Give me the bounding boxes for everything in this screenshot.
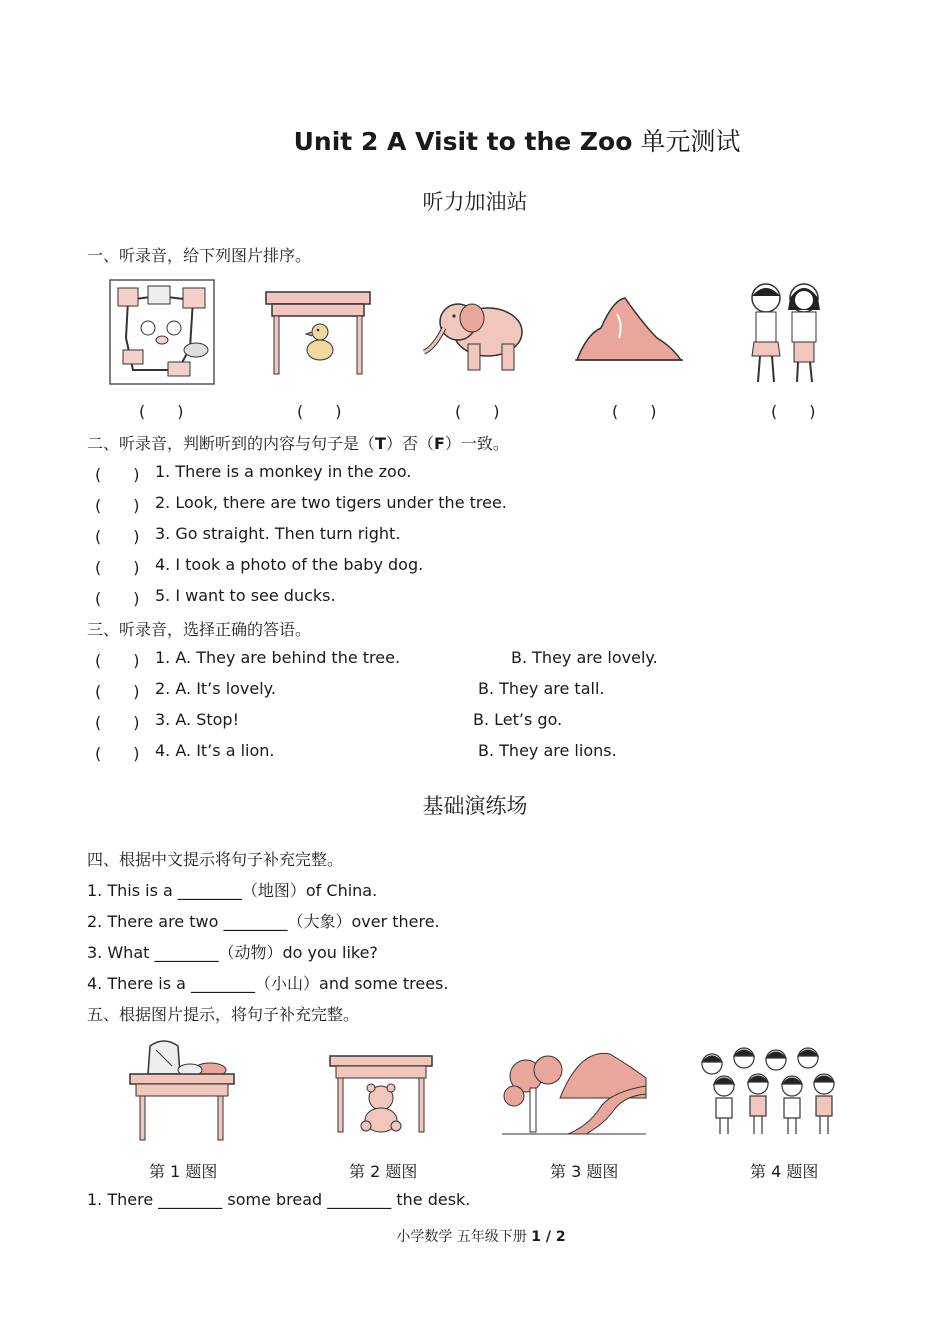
- picture-caption-3: 第 3 题图: [550, 1162, 619, 1181]
- tf-bracket-3[interactable]: ( ): [95, 527, 140, 546]
- title-english: Unit 2 A Visit to the Zoo: [293, 127, 633, 156]
- map-picture: [108, 278, 216, 386]
- choice-option-b-1: B. They are lovely.: [511, 648, 658, 667]
- section-heading-basics: 基础演练场: [422, 794, 528, 818]
- page-footer: [0, 1226, 950, 1246]
- picture-caption-1: 第 1 题图: [149, 1162, 218, 1181]
- choice-option-a-1: 1. A. They are behind the tree.: [155, 648, 401, 667]
- elephant-picture: [420, 292, 530, 374]
- part3-heading: 三、听录音，选择正确的答语。: [87, 620, 312, 639]
- choice-bracket-1[interactable]: ( ): [95, 651, 140, 670]
- page-number: 1: [531, 1229, 542, 1245]
- hill-picture: [573, 294, 685, 366]
- fill-sentence-4[interactable]: 4. There is a ________（小山）and some trees.: [87, 974, 449, 993]
- fill-sentence-1[interactable]: 1. This is a ________（地图）of China.: [87, 881, 378, 900]
- two-children-picture: [742, 280, 828, 386]
- picture-caption-2: 第 2 题图: [349, 1162, 418, 1181]
- order-bracket-1[interactable]: ( ): [139, 402, 184, 421]
- bread-on-desk-picture: [126, 1036, 238, 1142]
- tf-sentence-2: 2. Look, there are two tigers under the tree.: [155, 493, 507, 512]
- part1-heading: 一、听录音，给下列图片排序。: [87, 246, 312, 265]
- order-bracket-4[interactable]: ( ): [612, 402, 657, 421]
- choice-option-b-2: B. They are tall.: [478, 679, 605, 698]
- choice-bracket-3[interactable]: ( ): [95, 713, 140, 732]
- fill-sentence-3[interactable]: 3. What ________（动物）do you like?: [87, 943, 378, 962]
- tf-sentence-4: 4. I took a photo of the baby dog.: [155, 555, 424, 574]
- choice-option-a-3: 3. A. Stop!: [155, 710, 239, 729]
- footer-text: 小学数学 五年级下册: [396, 1229, 532, 1245]
- false-letter: F: [433, 434, 445, 453]
- tf-sentence-3: 3. Go straight. Then turn right.: [155, 524, 401, 543]
- choice-bracket-2[interactable]: ( ): [95, 682, 140, 701]
- picture-fill-sentence-1[interactable]: 1. There ________ some bread ________ the desk.: [87, 1190, 471, 1209]
- tf-sentence-1: 1. There is a monkey in the zoo.: [155, 462, 412, 481]
- page-title: [0, 122, 950, 158]
- part4-heading: 四、根据中文提示将句子补充完整。: [87, 850, 344, 869]
- picture-caption-4: 第 4 题图: [750, 1162, 819, 1181]
- choice-option-b-3: B. Let’s go.: [473, 710, 563, 729]
- order-bracket-2[interactable]: ( ): [297, 402, 342, 421]
- fill-sentence-2[interactable]: 2. There are two ________（大象）over there.: [87, 912, 440, 931]
- order-bracket-3[interactable]: ( ): [455, 402, 500, 421]
- title-chinese: 单元测试: [640, 127, 741, 156]
- tf-bracket-2[interactable]: ( ): [95, 496, 140, 515]
- section-heading-listening: 听力加油站: [422, 190, 528, 214]
- duck-under-desk-picture: [262, 288, 374, 378]
- page-total: 2: [555, 1229, 566, 1245]
- group-of-children-picture: [696, 1044, 840, 1136]
- trees-hill-river-picture: [500, 1048, 648, 1136]
- page-separator: /: [541, 1229, 556, 1245]
- tf-bracket-1[interactable]: ( ): [95, 465, 140, 484]
- choice-option-b-4: B. They are lions.: [478, 741, 617, 760]
- choice-option-a-2: 2. A. It’s lovely.: [155, 679, 276, 698]
- order-bracket-5[interactable]: ( ): [771, 402, 816, 421]
- tf-sentence-5: 5. I want to see ducks.: [155, 586, 336, 605]
- choice-option-a-4: 4. A. It’s a lion.: [155, 741, 275, 760]
- part2-heading: 二、听录音，判断听到的内容与句子是（T）否（F）一致。: [87, 434, 509, 453]
- tf-bracket-5[interactable]: ( ): [95, 589, 140, 608]
- tf-bracket-4[interactable]: ( ): [95, 558, 140, 577]
- true-letter: T: [375, 434, 386, 453]
- choice-bracket-4[interactable]: ( ): [95, 744, 140, 763]
- part5-heading: 五、根据图片提示，将句子补充完整。: [87, 1005, 360, 1024]
- teddy-bear-under-desk-picture: [326, 1054, 436, 1134]
